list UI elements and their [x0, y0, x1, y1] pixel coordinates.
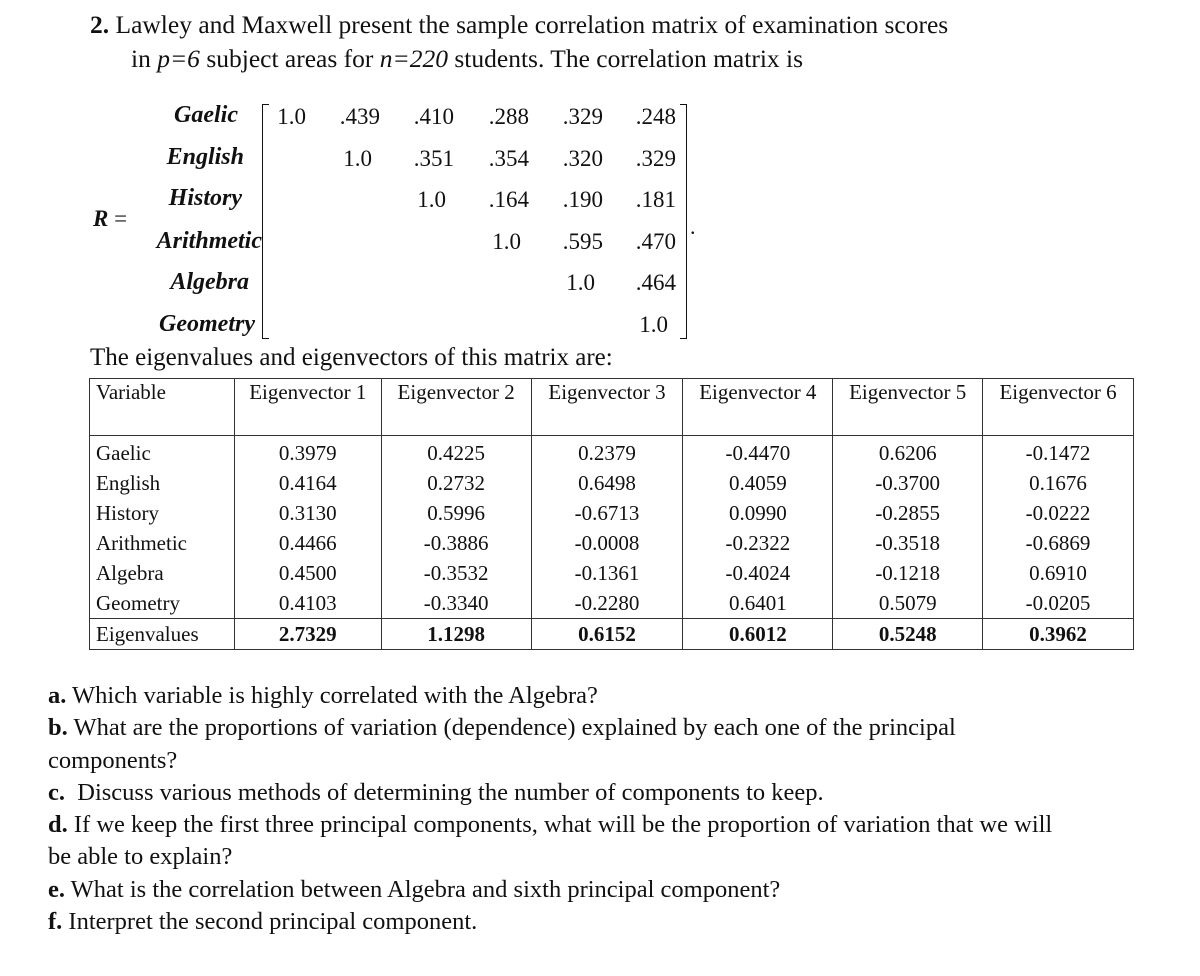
table-row — [90, 468, 1134, 498]
loading-cell: 0.4059 — [683, 468, 833, 498]
loading-cell: -0.3340 — [381, 588, 531, 619]
matrix-cell: .329 — [562, 104, 603, 129]
p-expression: p=6 — [157, 44, 200, 73]
loading-cell: 0.2732 — [381, 468, 531, 498]
loading-cell: 0.1676 — [983, 468, 1134, 498]
eigen-table — [89, 378, 1134, 650]
matrix-row-name: Geometry — [159, 311, 255, 337]
matrix-cell: .470 — [635, 229, 676, 254]
question-b: b. What are the proportions of variation (dependence) explained by each one of the principal components? — [48, 714, 956, 774]
header-eigenvector-5: Eigenvector 5 — [833, 379, 983, 436]
eigenvalue-cell: 0.3962 — [983, 619, 1134, 650]
header-eigenvector-4: Eigenvector 4 — [683, 379, 833, 436]
matrix-cell: 1.0 — [566, 270, 595, 295]
matrix-row-name: History — [168, 185, 242, 211]
variable-name: Gaelic — [90, 436, 235, 469]
loading-cell: -0.1361 — [531, 558, 683, 588]
loading-cell: -0.3518 — [833, 528, 983, 558]
matrix-cell: .329 — [635, 146, 676, 171]
loading-cell: 0.6910 — [983, 558, 1134, 588]
n-expression: n=220 — [379, 44, 448, 73]
matrix-cell: .595 — [562, 229, 603, 254]
table-row — [90, 436, 1134, 469]
question-f: f. Interpret the second principal component. — [48, 908, 478, 936]
matrix-right-bracket — [680, 104, 687, 339]
matrix-row-name: English — [166, 144, 244, 170]
matrix-period: . — [690, 214, 696, 239]
loading-cell: 0.3979 — [234, 436, 381, 469]
matrix-cell: 1.0 — [492, 229, 521, 254]
loading-cell: -0.4470 — [683, 436, 833, 469]
loading-cell: -0.6869 — [983, 528, 1134, 558]
matrix-cell: .320 — [562, 146, 603, 171]
table-row — [90, 528, 1134, 558]
matrix-row-name: Algebra — [170, 269, 249, 295]
table-row — [90, 588, 1134, 619]
loading-cell: -0.3532 — [381, 558, 531, 588]
loading-cell: 0.0990 — [683, 498, 833, 528]
eigenvalue-cell: 0.5248 — [833, 619, 983, 650]
matrix-cell: .288 — [488, 104, 529, 129]
loading-cell: -0.3886 — [381, 528, 531, 558]
matrix-cell: .351 — [413, 146, 454, 171]
loading-cell: 0.6498 — [531, 468, 683, 498]
loading-cell: -0.2280 — [531, 588, 683, 619]
loading-cell: 0.4164 — [234, 468, 381, 498]
table-row — [90, 498, 1134, 528]
loading-cell: 0.6206 — [833, 436, 983, 469]
question-e: e. What is the correlation between Algebra and sixth principal component? — [48, 875, 781, 903]
header-eigenvector-1: Eigenvector 1 — [234, 379, 381, 436]
loading-cell: -0.2855 — [833, 498, 983, 528]
matrix-cell: 1.0 — [277, 104, 306, 129]
question-c: c. Discuss various methods of determining the number of components to keep. — [48, 778, 824, 806]
loading-cell: -0.2322 — [683, 528, 833, 558]
matrix-cell: .181 — [635, 187, 676, 212]
variable-name: English — [90, 468, 235, 498]
variable-name: History — [90, 498, 235, 528]
matrix-cell: 1.0 — [417, 187, 446, 212]
loading-cell: -0.0222 — [983, 498, 1134, 528]
loading-cell: 0.3130 — [234, 498, 381, 528]
eigenvalue-cell: 0.6152 — [531, 619, 683, 650]
eigen-header-row — [90, 379, 1134, 436]
loading-cell: -0.6713 — [531, 498, 683, 528]
loading-cell: 0.4466 — [234, 528, 381, 558]
matrix-cell: 1.0 — [343, 146, 372, 171]
eigenvalues-row — [90, 619, 1134, 650]
problem-number: 2. — [90, 10, 110, 39]
eigenvalue-cell: 0.6012 — [683, 619, 833, 650]
variable-name: Arithmetic — [90, 528, 235, 558]
eigenvalues-label: Eigenvalues — [90, 619, 235, 650]
eigenvalue-cell: 2.7329 — [234, 619, 381, 650]
problem-statement — [90, 8, 948, 76]
loading-cell: 0.5996 — [381, 498, 531, 528]
matrix-cell: .410 — [413, 104, 454, 129]
question-a: a. Which variable is highly correlated with the Algebra? — [48, 682, 598, 709]
loading-cell: 0.4103 — [234, 588, 381, 619]
loading-cell: -0.3700 — [833, 468, 983, 498]
variable-name: Algebra — [90, 558, 235, 588]
matrix-label: R = — [93, 206, 128, 231]
header-eigenvector-2: Eigenvector 2 — [381, 379, 531, 436]
loading-cell: -0.1472 — [983, 436, 1134, 469]
variable-name: Geometry — [90, 588, 235, 619]
header-eigenvector-6: Eigenvector 6 — [983, 379, 1134, 436]
loading-cell: 0.6401 — [683, 588, 833, 619]
loading-cell: 0.4500 — [234, 558, 381, 588]
loading-cell: 0.2379 — [531, 436, 683, 469]
loading-cell: -0.4024 — [683, 558, 833, 588]
loading-cell: -0.0008 — [531, 528, 683, 558]
matrix-cell: .164 — [488, 187, 529, 212]
matrix-cell: .248 — [635, 104, 676, 129]
loading-cell: 0.4225 — [381, 436, 531, 469]
matrix-cell: 1.0 — [639, 312, 668, 337]
question-list — [48, 680, 1158, 938]
matrix-left-bracket — [262, 104, 269, 339]
header-variable: Variable — [90, 379, 235, 436]
header-eigenvector-3: Eigenvector 3 — [531, 379, 683, 436]
table-row — [90, 558, 1134, 588]
matrix-cell: .439 — [339, 104, 380, 129]
matrix-cell: .190 — [562, 187, 603, 212]
question-d: d. If we keep the first three principal components, what will be the proportion of variation that we will be able to explain? — [48, 811, 1053, 871]
eigen-title: The eigenvalues and eigenvectors of this matrix are: — [90, 344, 613, 371]
problem-text-line2: in p=6 subject areas for n=220 students. The correlation matrix is — [131, 44, 804, 73]
matrix-row-name: Arithmetic — [156, 228, 262, 254]
matrix-cell: .464 — [635, 270, 676, 295]
loading-cell: -0.0205 — [983, 588, 1134, 619]
problem-text-line1: Lawley and Maxwell present the sample correlation matrix of examination scores — [115, 10, 949, 39]
matrix-row-name: Gaelic — [174, 102, 238, 128]
loading-cell: 0.5079 — [833, 588, 983, 619]
eigenvalue-cell: 1.1298 — [381, 619, 531, 650]
matrix-cell: .354 — [488, 146, 529, 171]
loading-cell: -0.1218 — [833, 558, 983, 588]
